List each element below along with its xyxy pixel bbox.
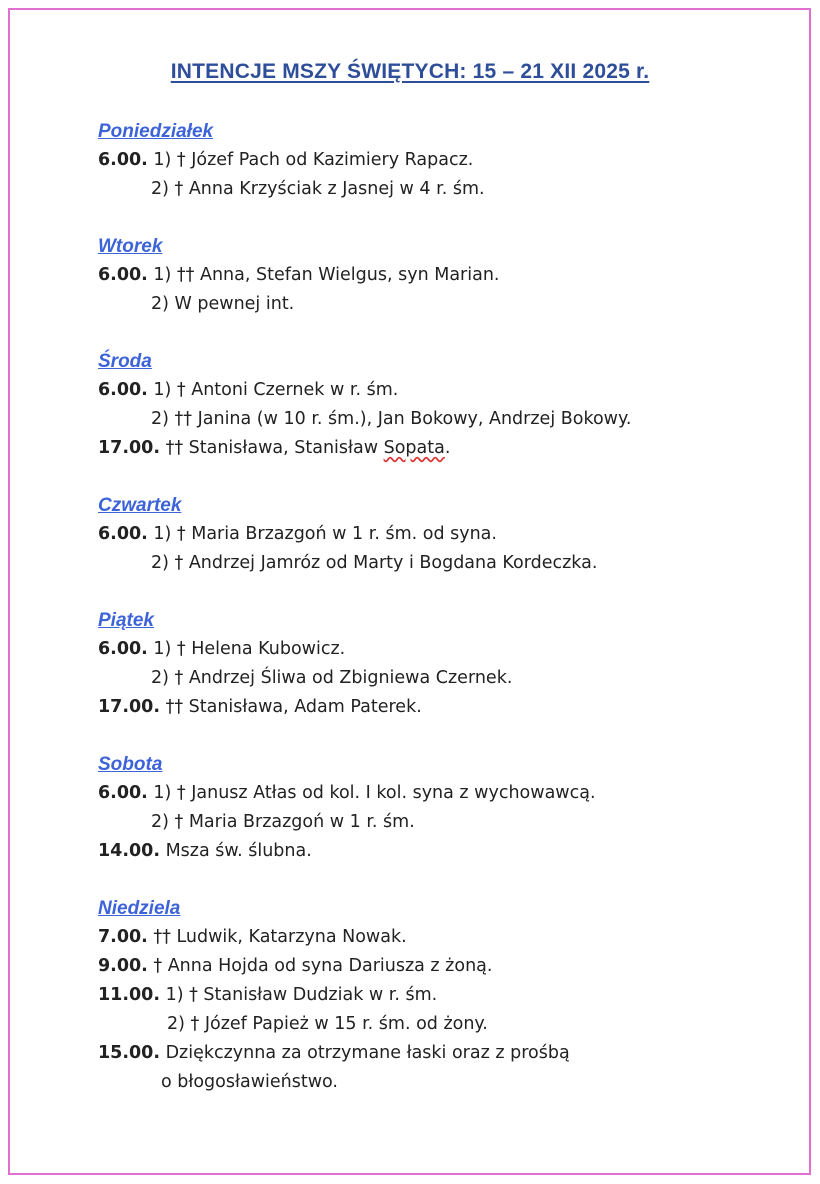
spellcheck-word: Sopata bbox=[383, 438, 445, 458]
intention-text: 2) †† Janina (w 10 r. śm.), Jan Bokowy, Andrzej Bokowy. bbox=[151, 409, 632, 429]
intention-text: 1) † Józef Pach od Kazimiery Rapacz. bbox=[147, 150, 474, 170]
intention-line bbox=[98, 1010, 788, 1039]
mass-time: 6.00. bbox=[98, 150, 148, 170]
mass-time: 6.00. bbox=[98, 639, 148, 659]
intention-line bbox=[98, 952, 788, 981]
day-wednesday bbox=[98, 348, 788, 463]
day-heading: Wtorek bbox=[98, 236, 163, 257]
mass-time: 9.00. bbox=[98, 956, 148, 976]
day-heading: Środa bbox=[98, 351, 152, 372]
intention-text: †† Ludwik, Katarzyna Nowak. bbox=[147, 927, 407, 947]
intention-text: 2) † Anna Krzyściak z Jasnej w 4 r. śm. bbox=[151, 179, 485, 199]
intention-text: 1) † Janusz Atłas od kol. I kol. syna z wychowawcą. bbox=[147, 783, 596, 803]
intention-line bbox=[98, 261, 788, 290]
mass-time: 14.00. bbox=[98, 841, 161, 861]
mass-time: 6.00. bbox=[98, 265, 148, 285]
intention-line bbox=[98, 405, 788, 434]
intentions-list bbox=[98, 118, 788, 1126]
mass-time: 11.00. bbox=[98, 985, 161, 1005]
day-friday bbox=[98, 607, 788, 722]
intention-text: 1) † Antoni Czernek w r. śm. bbox=[147, 380, 399, 400]
intention-text: 1) † Helena Kubowicz. bbox=[147, 639, 346, 659]
intention-line bbox=[98, 146, 788, 175]
intention-text: 2) † Andrzej Śliwa od Zbigniewa Czernek. bbox=[151, 668, 513, 688]
intention-line bbox=[98, 376, 788, 405]
intention-text: †† Stanisława, Stanisław bbox=[160, 438, 384, 458]
intention-line bbox=[98, 693, 788, 722]
intention-line bbox=[98, 923, 788, 952]
intention-text: Msza św. ślubna. bbox=[160, 841, 312, 861]
intention-line bbox=[98, 664, 788, 693]
intention-line bbox=[98, 1039, 788, 1068]
document-title: INTENCJE MSZY ŚWIĘTYCH: 15 – 21 XII 2025 r. bbox=[170, 60, 650, 83]
intention-line bbox=[98, 175, 788, 204]
intention-line bbox=[98, 1068, 788, 1097]
day-heading: Sobota bbox=[98, 754, 163, 775]
intention-line bbox=[98, 808, 788, 837]
intention-text-end: . bbox=[444, 438, 451, 458]
day-heading: Niedziela bbox=[98, 898, 181, 919]
intention-line bbox=[98, 779, 788, 808]
day-heading: Czwartek bbox=[98, 495, 182, 516]
intention-text: 2) † Andrzej Jamróz od Marty i Bogdana Kordeczka. bbox=[151, 553, 598, 573]
mass-time: 6.00. bbox=[98, 524, 148, 544]
intention-text: 1) †† Anna, Stefan Wielgus, syn Marian. bbox=[147, 265, 500, 285]
intention-text: 2) † Józef Papież w 15 r. śm. od żony. bbox=[167, 1014, 488, 1034]
day-heading: Poniedziałek bbox=[98, 121, 214, 142]
intention-line bbox=[98, 981, 788, 1010]
intention-line bbox=[98, 635, 788, 664]
intention-text: Dziękczynna za otrzymane łaski oraz z prośbą bbox=[160, 1043, 570, 1063]
intention-line bbox=[98, 549, 788, 578]
mass-time: 15.00. bbox=[98, 1043, 161, 1063]
intention-text: 2) W pewnej int. bbox=[151, 294, 295, 314]
day-saturday bbox=[98, 751, 788, 866]
intention-text: †† Stanisława, Adam Paterek. bbox=[160, 697, 422, 717]
day-monday bbox=[98, 118, 788, 204]
mass-time: 7.00. bbox=[98, 927, 148, 947]
mass-time: 17.00. bbox=[98, 438, 161, 458]
day-sunday bbox=[98, 895, 788, 1097]
intention-text: 2) † Maria Brzazgoń w 1 r. śm. bbox=[151, 812, 415, 832]
intention-text: o błogosławieństwo. bbox=[161, 1072, 338, 1092]
intention-text: † Anna Hojda od syna Dariusza z żoną. bbox=[147, 956, 493, 976]
mass-time: 6.00. bbox=[98, 380, 148, 400]
day-thursday bbox=[98, 492, 788, 578]
intention-line bbox=[98, 434, 788, 463]
intention-line bbox=[98, 837, 788, 866]
mass-time: 17.00. bbox=[98, 697, 161, 717]
intention-line bbox=[98, 290, 788, 319]
intention-line bbox=[98, 520, 788, 549]
intention-text: 1) † Stanisław Dudziak w r. śm. bbox=[160, 985, 438, 1005]
mass-time: 6.00. bbox=[98, 783, 148, 803]
intention-text: 1) † Maria Brzazgoń w 1 r. śm. od syna. bbox=[147, 524, 497, 544]
day-tuesday bbox=[98, 233, 788, 319]
day-heading: Piątek bbox=[98, 610, 154, 631]
